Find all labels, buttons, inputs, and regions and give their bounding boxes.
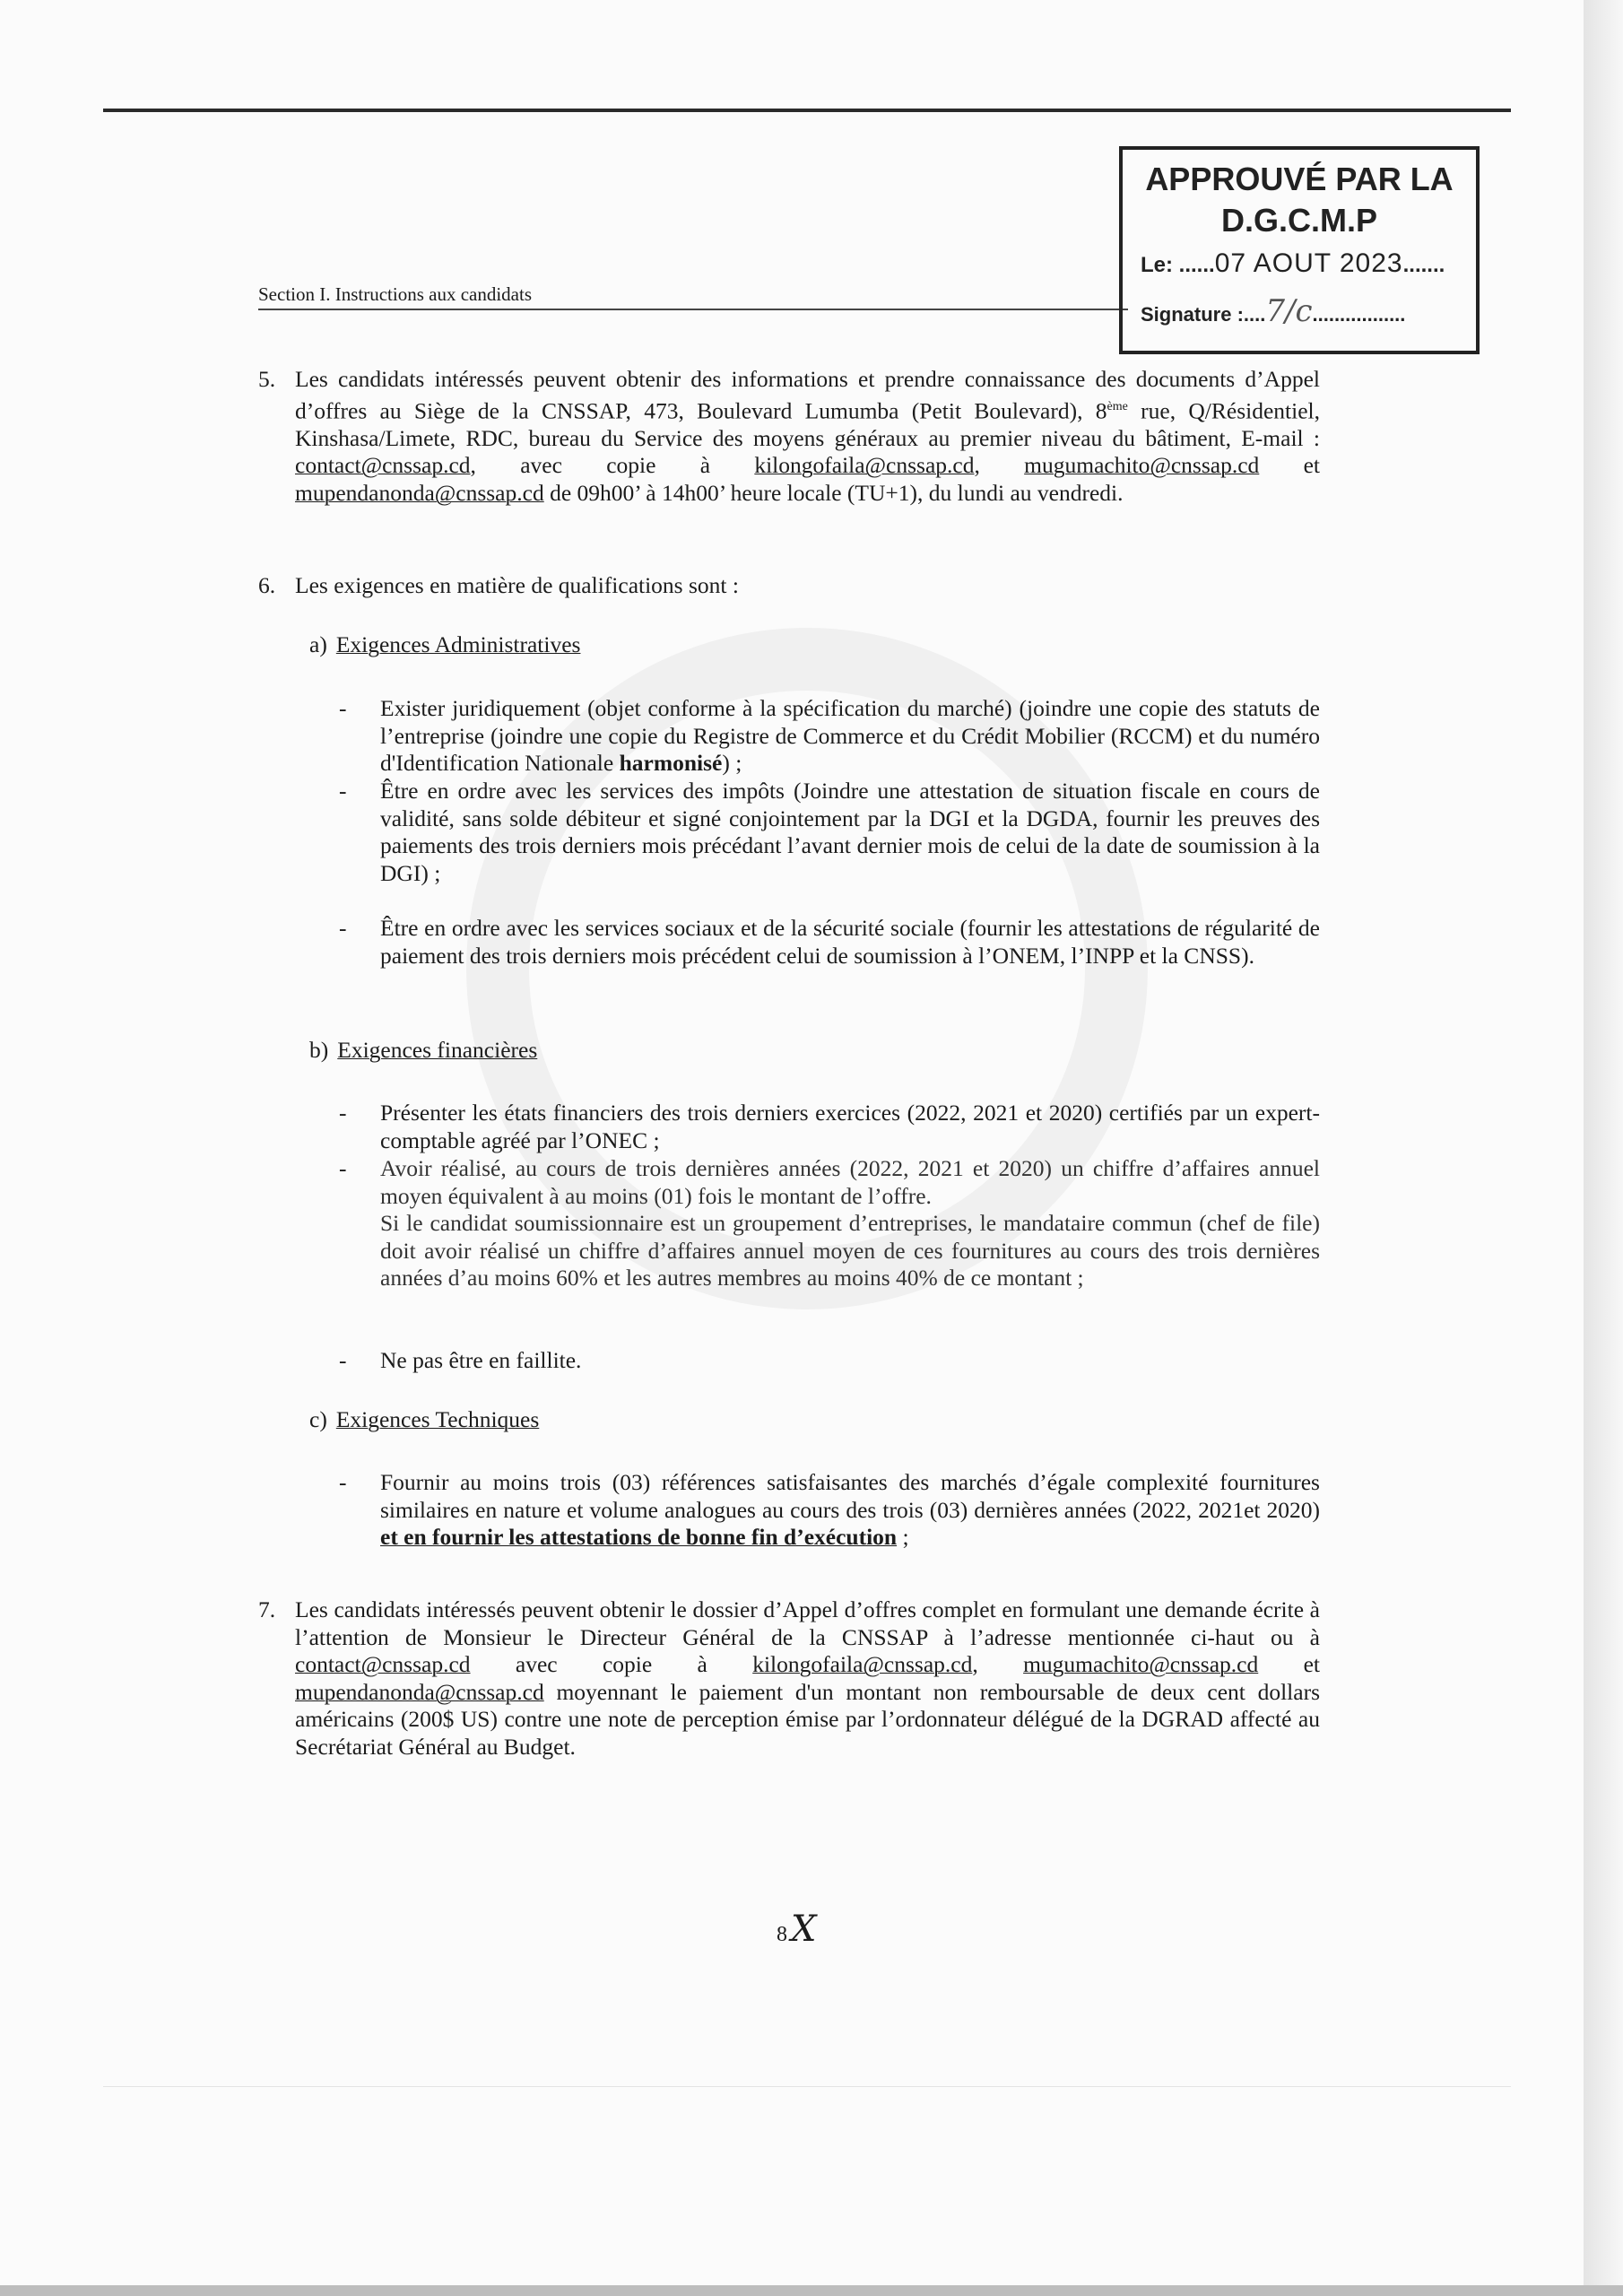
text: moyennant le paiement d'un montant non remboursable de deux cent dollars américains (200$ US) contre une note de perception émise par l’ordonnateur délégué de la DGRAD affecté au Secrétariat Général au Budget.	[295, 1678, 1320, 1760]
text: Les candidats intéressés peuvent obtenir des informations et prendre connaissance des documents d’Appel d’offres au Siège de la CNSSAP, 473, Boulevard Lumumba (Petit Boulevard), 8	[295, 366, 1320, 424]
text: Avoir réalisé, au cours de trois dernières années (2022, 2021 et 2020) un chiffre d’affaires annuel moyen équivalent à au moins (01) fois le montant de l’offre.	[380, 1155, 1320, 1209]
email-link[interactable]: mugumachito@cnssap.cd	[1023, 1651, 1259, 1678]
item-6-intro: Les exigences en matière de qualifications sont :	[295, 572, 739, 598]
stamp-signature-label: Signature :	[1141, 303, 1244, 326]
stamp-signature: Signature :....7/c.................	[1141, 293, 1406, 329]
bullet-text: Être en ordre avec les services sociaux et de la sécurité sociale (fournir les attestations de régularité de paiement des trois derniers mois précédent celui de soumission à l’ONEM, l’INPP et la CNSS).	[380, 915, 1320, 969]
page-number	[777, 1909, 816, 1950]
subsection-letter: c)	[309, 1406, 327, 1432]
item-7-paragraph	[295, 1596, 1320, 1761]
subsection-title: Exigences Techniques	[335, 1406, 540, 1432]
item-number: 7.	[258, 1596, 276, 1622]
email-link[interactable]: mugumachito@cnssap.cd	[1024, 452, 1260, 479]
email-link[interactable]: kilongofaila@cnssap.cd	[754, 452, 975, 479]
footer-rule	[103, 2086, 1511, 2087]
text: et	[1258, 1651, 1320, 1678]
stamp-line1: APPROUVÉ PAR LA	[1145, 161, 1454, 197]
initials-mark: X	[791, 1909, 817, 1950]
text: ,	[972, 1651, 1024, 1678]
subsection-letter: a)	[309, 631, 327, 657]
text: Les candidats intéressés peuvent obtenir le dossier d’Appel d’offres complet en formulant une demande écrite à l’attention de Monsieur le Directeur Général de la CNSSAP à l’adresse mentionnée ci-haut ou à	[295, 1596, 1320, 1650]
signature-mark: 7/c	[1265, 293, 1313, 329]
email-link[interactable]: mupendanonda@cnssap.cd	[295, 1678, 544, 1705]
section-rule	[258, 309, 1128, 310]
superscript: ème	[1107, 399, 1128, 413]
bullet-text: Être en ordre avec les services des impôts (Joindre une attestation de situation fiscale en cours de validité, sans solde débiteur et signé conjointement par la DGI et la DGDA, fournir les preuves des paiements des trois derniers mois précédant l’avant dernier mois de celui de la date de soumission à la DGI) ;	[380, 778, 1320, 886]
bullet-text	[380, 1469, 1320, 1552]
subsection-a	[309, 631, 580, 658]
text: rue, Q/Résidentiel, Kinshasa/Limete, RDC, bureau du Service des moyens généraux au premier niveau du bâtiment, E-mail :	[295, 397, 1320, 451]
bullet-text	[380, 1155, 1320, 1292]
text: ,	[974, 452, 1025, 479]
bullet-dash: -	[339, 695, 347, 721]
text: , avec copie à	[470, 452, 755, 479]
item-number: 5.	[258, 366, 276, 392]
bold-text: harmonisé	[619, 750, 723, 777]
subsection-title: Exigences financières	[337, 1037, 538, 1063]
bullet-dash: -	[339, 1469, 347, 1495]
bullet-dash: -	[339, 1100, 347, 1126]
stamp-date: Le: ......07 AOUT 2023.......	[1141, 248, 1445, 278]
email-link[interactable]: mupendanonda@cnssap.cd	[295, 479, 544, 506]
bullet-text: Présenter les états financiers des trois derniers exercices (2022, 2021 et 2020) certifiés par un expert-comptable agréé par l’ONEC ;	[380, 1100, 1320, 1153]
text: de 09h00’ à 14h00’ heure locale (TU+1), du lundi au vendredi.	[543, 479, 1124, 506]
bullet-dash: -	[339, 1155, 347, 1181]
scan-border	[0, 2285, 1623, 2296]
text: Exister juridiquement (objet conforme à la spécification du marché) (joindre une copie des statuts de l’entreprise (joindre une copie du Registre de Commerce et du Crédit Mobilier (RCCM) et du numéro d'Identification Nationale	[380, 695, 1320, 777]
bullet-dash: -	[339, 915, 347, 941]
text: avec copie à	[470, 1651, 753, 1678]
text: et	[1259, 452, 1320, 479]
email-link[interactable]: contact@cnssap.cd	[295, 1651, 471, 1678]
text: Fournir au moins trois (03) références satisfaisantes des marchés d’égale complexité fournitures similaires en nature et volume analogues au cours des trois (03) dernières années (2022, 2021et 2020)	[380, 1469, 1320, 1523]
stamp-line2: D.G.C.M.P	[1220, 202, 1377, 239]
page-edge	[1584, 0, 1623, 2296]
text: Si le candidat soumissionnaire est un groupement d’entreprises, le mandataire commun (chef de file) doit avoir réalisé un chiffre d’affaires annuel moyen de ces fournitures au cours des trois dernières années d’au moins 60% et les autres membres au moins 40% de ce montant ;	[380, 1210, 1320, 1292]
stamp-date-value: 07 AOUT 2023	[1214, 248, 1403, 278]
section-header: Section I. Instructions aux candidats	[258, 283, 533, 305]
item-5-paragraph	[295, 366, 1320, 507]
email-link[interactable]: contact@cnssap.cd	[295, 452, 471, 479]
email-link[interactable]: kilongofaila@cnssap.cd	[752, 1651, 973, 1678]
bold-underlined-text: et en fournir les attestations de bonne fin d’exécution	[380, 1524, 898, 1551]
subsection-b	[309, 1037, 537, 1064]
bullet-text	[380, 695, 1320, 778]
bullet-dash: -	[339, 778, 347, 804]
subsection-title: Exigences Administratives	[335, 631, 581, 657]
subsection-letter: b)	[309, 1037, 329, 1063]
subsection-c	[309, 1406, 539, 1433]
page-number-text: 8	[777, 1923, 787, 1946]
item-number: 6.	[258, 572, 276, 598]
stamp-date-label: Le:	[1141, 253, 1179, 277]
bullet-dash: -	[339, 1347, 347, 1373]
approval-stamp	[1119, 146, 1480, 354]
text: ) ;	[722, 750, 742, 777]
text: ;	[897, 1524, 909, 1551]
header-rule	[103, 109, 1511, 112]
bullet-text: Ne pas être en faillite.	[380, 1347, 582, 1373]
